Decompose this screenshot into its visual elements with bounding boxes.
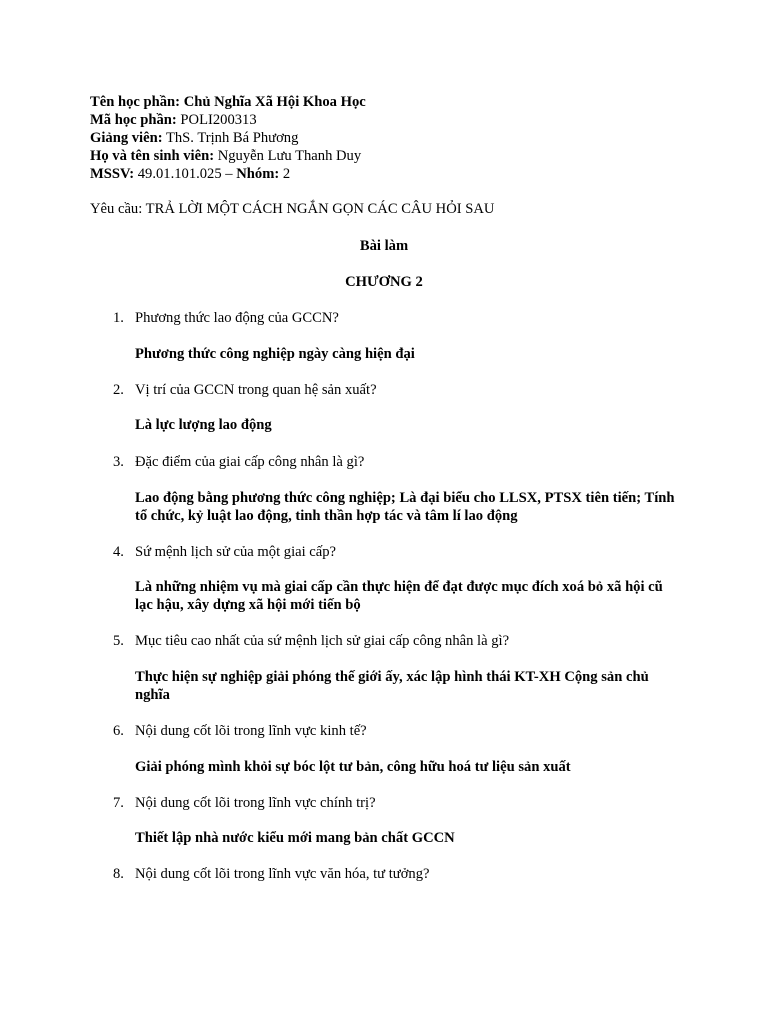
student-name: Nguyễn Lưu Thanh Duy bbox=[217, 148, 362, 164]
question-5 bbox=[113, 632, 509, 650]
course-name: Chủ Nghĩa Xã Hội Khoa Học bbox=[183, 94, 366, 110]
question-text: Nội dung cốt lõi trong lĩnh vực chính trị? bbox=[135, 795, 376, 811]
lecturer-label: Giảng viên: bbox=[90, 130, 163, 146]
document-header bbox=[90, 93, 366, 183]
question-text: Đặc điểm của giai cấp công nhân là gì? bbox=[135, 454, 365, 470]
answer-4: Là những nhiệm vụ mà giai cấp cần thực hiện để đạt được mục đích xoá bỏ xã hội cũ lạc hậu, xây dựng xã hội mới tiến bộ bbox=[135, 579, 663, 613]
question-text: Sứ mệnh lịch sử của một giai cấp? bbox=[135, 544, 337, 560]
course-code-row bbox=[90, 111, 366, 129]
answer-3: Lao động bằng phương thức công nghiệp; Là đại biểu cho LLSX, PTSX tiên tiến; Tính tổ chức, kỷ luật lao động, tinh thần hợp tác và tâm lí lao động bbox=[135, 490, 675, 524]
question-number: 1. bbox=[113, 310, 124, 326]
question-number: 8. bbox=[113, 866, 124, 882]
requirement-text: TRẢ LỜI MỘT CÁCH NGẮN GỌN CÁC CÂU HỎI SAU bbox=[145, 201, 495, 217]
course-code: POLI200313 bbox=[180, 112, 257, 128]
lecturer-row bbox=[90, 129, 366, 147]
question-4 bbox=[113, 543, 336, 561]
question-6 bbox=[113, 722, 367, 740]
question-number: 4. bbox=[113, 544, 124, 560]
answer-7: Thiết lập nhà nước kiểu mới mang bản chất GCCN bbox=[135, 830, 455, 846]
question-number: 6. bbox=[113, 723, 124, 739]
question-text: Nội dung cốt lõi trong lĩnh vực kinh tế? bbox=[135, 723, 367, 739]
question-8 bbox=[113, 865, 430, 883]
answer-5: Thực hiện sự nghiệp giải phóng thế giới ấy, xác lập hình thái KT-XH Cộng sản chủ nghĩa bbox=[135, 669, 649, 703]
answer-6: Giải phóng mình khỏi sự bóc lột tư bản, công hữu hoá tư liệu sản xuất bbox=[135, 759, 571, 775]
answer-2: Là lực lượng lao động bbox=[135, 417, 272, 433]
question-number: 3. bbox=[113, 454, 124, 470]
section-title: Bài làm bbox=[359, 238, 409, 254]
question-text: Vị trí của GCCN trong quan hệ sản xuất? bbox=[135, 382, 377, 398]
question-number: 7. bbox=[113, 795, 124, 811]
question-7 bbox=[113, 794, 376, 812]
question-number: 2. bbox=[113, 382, 124, 398]
question-text: Phương thức lao động của GCCN? bbox=[135, 310, 339, 326]
student-id: 49.01.101.025 bbox=[137, 166, 222, 182]
answer-1: Phương thức công nghiệp ngày càng hiện đại bbox=[135, 346, 415, 362]
question-number: 5. bbox=[113, 633, 124, 649]
course-code-label: Mã học phần: bbox=[90, 112, 177, 128]
lecturer-name: ThS. Trịnh Bá Phương bbox=[165, 130, 299, 146]
requirement-label: Yêu cầu: bbox=[90, 201, 143, 217]
student-id-label: MSSV: bbox=[90, 166, 135, 182]
group-number: 2 bbox=[282, 166, 291, 182]
question-2 bbox=[113, 381, 377, 399]
question-text: Nội dung cốt lõi trong lĩnh vực văn hóa, tư tưởng? bbox=[135, 866, 430, 882]
course-name-row bbox=[90, 93, 366, 111]
student-row bbox=[90, 147, 366, 165]
question-1 bbox=[113, 309, 339, 327]
student-label: Họ và tên sinh viên: bbox=[90, 148, 215, 164]
student-id-row bbox=[90, 165, 366, 183]
requirement-line bbox=[90, 200, 494, 218]
question-3 bbox=[113, 453, 364, 471]
group-separator: – bbox=[221, 166, 237, 182]
chapter-title: CHƯƠNG 2 bbox=[345, 274, 423, 290]
group-label: Nhóm: bbox=[236, 166, 280, 182]
question-text: Mục tiêu cao nhất của sứ mệnh lịch sử giai cấp công nhân là gì? bbox=[135, 633, 510, 649]
course-name-label: Tên học phần: bbox=[90, 94, 181, 110]
